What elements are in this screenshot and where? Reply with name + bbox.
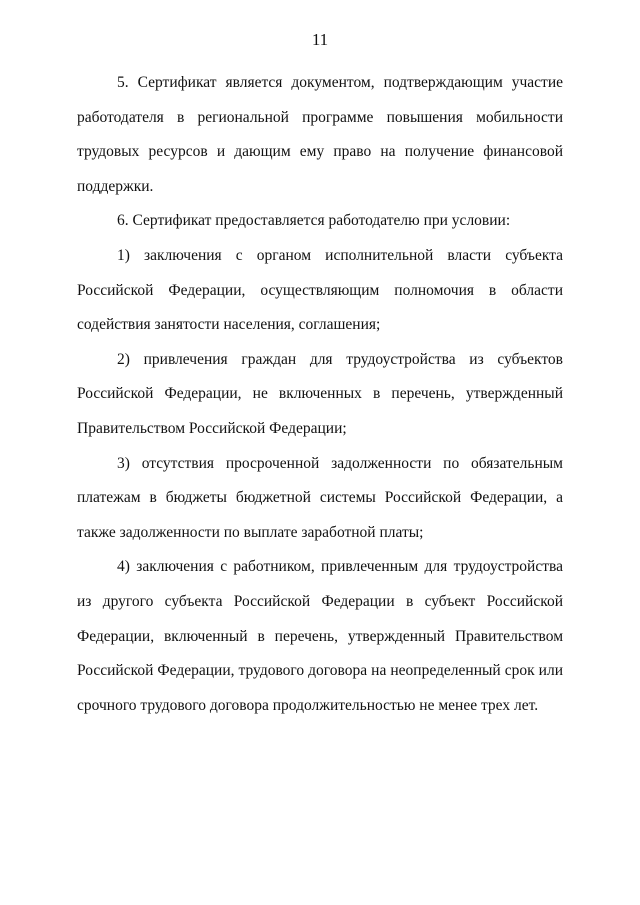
condition-2-recruitment: 2) привлечения граждан для трудоустройства из субъектов Российской Федерации, не включенных в перечень, утвержденный Правительством Российской Федерации;	[77, 350, 563, 437]
condition-3-no-debts: 3) отсутствия просроченной задолженности по обязательным платежам в бюджеты бюджетной системы Российской Федерации, а также задолженности по выплате заработной платы;	[77, 454, 563, 541]
paragraph-5-certificate-definition: 5. Сертификат является документом, подтверждающим участие работодателя в региональной программе повышения мобильности трудовых ресурсов и дающим ему право на получение финансовой поддержки.	[77, 74, 563, 195]
document-body	[77, 66, 563, 723]
condition-1-agreement: 1) заключения с органом исполнительной власти субъекта Российской Федерации, осуществляющим полномочия в области содействия занятости населения, соглашения;	[77, 246, 563, 334]
paragraph-6-conditions-intro: 6. Сертификат предоставляется работодателю при условии:	[117, 212, 511, 230]
condition-4-employment-contract: 4) заключения с работником, привлеченным для трудоустройства из другого субъекта Российской Федерации в субъект Российской Федерации, включенный в перечень, утвержденный Правительством Российской Федерации, трудового договора на неопределенный срок или срочного трудового договора продолжительностью не менее трех лет.	[77, 558, 563, 714]
page-number: 11	[311, 30, 329, 49]
